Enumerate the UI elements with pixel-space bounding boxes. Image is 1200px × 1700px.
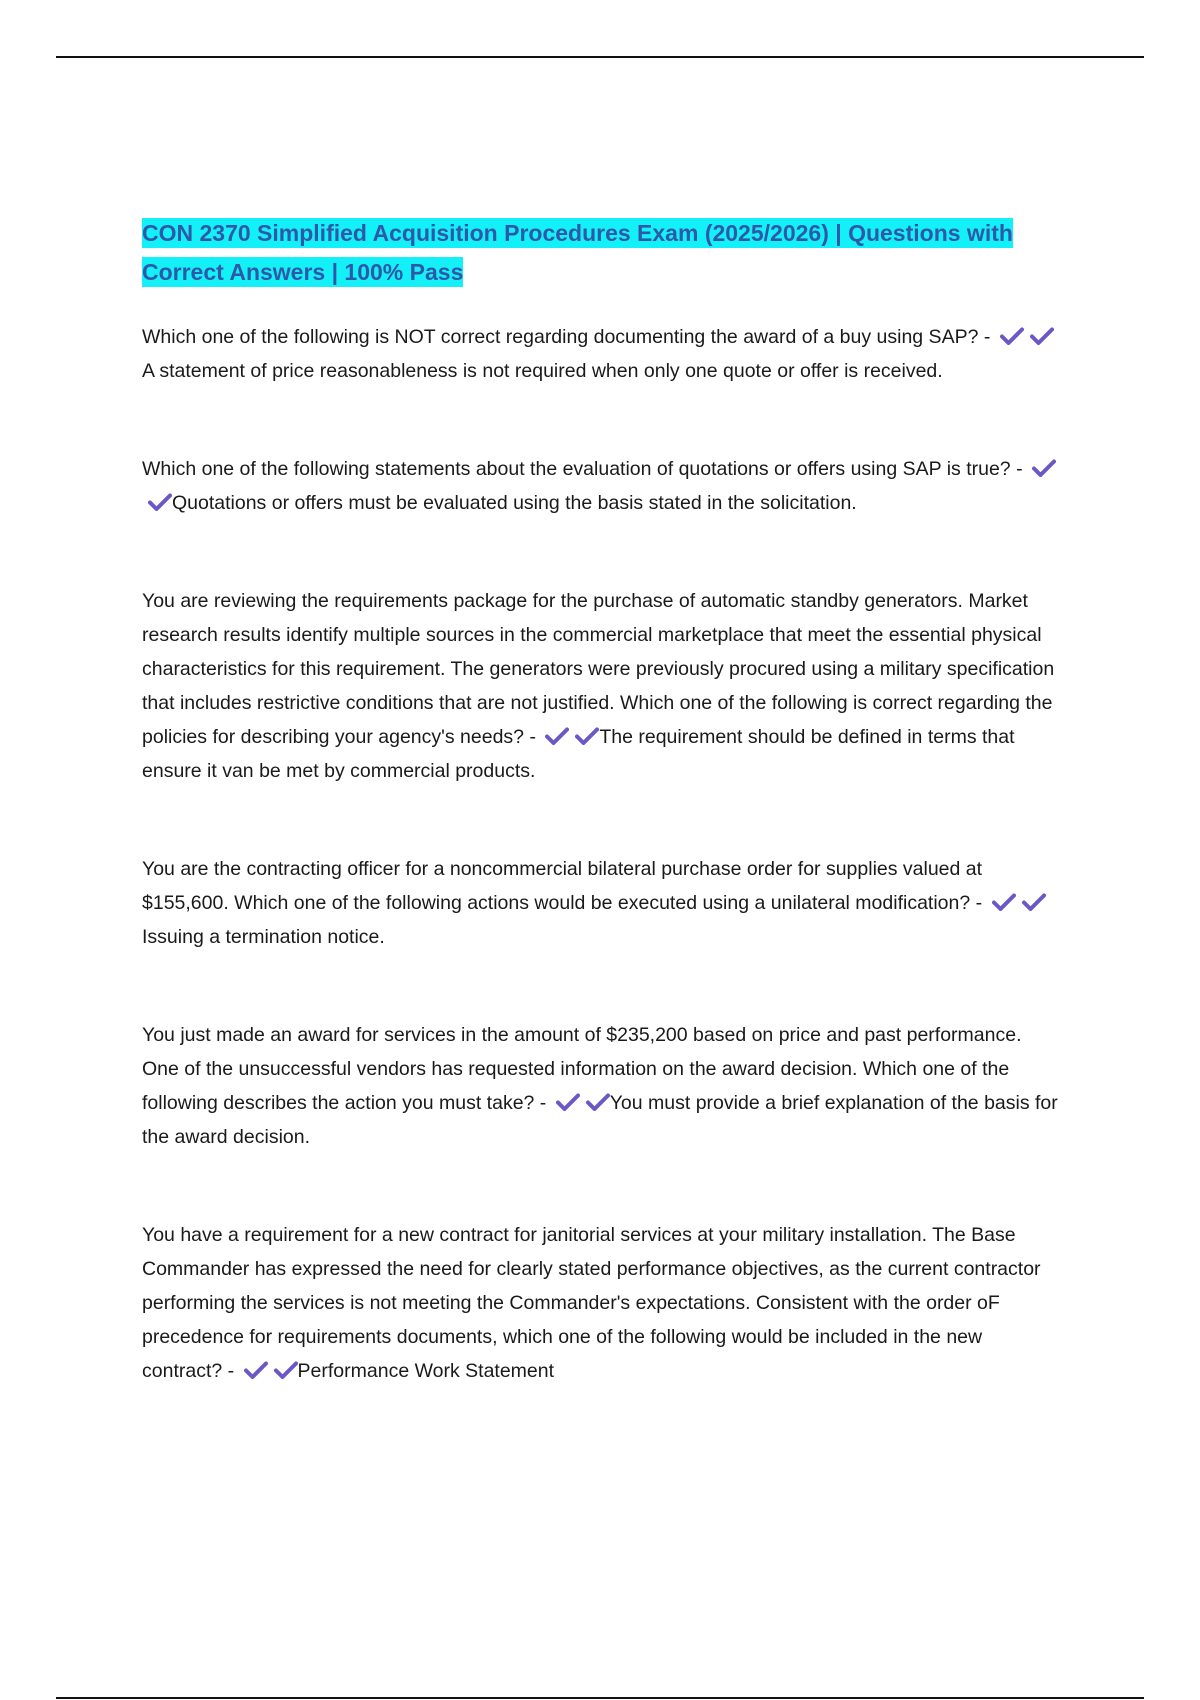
- footer-rule: [56, 1697, 1144, 1699]
- question-text: You are reviewing the requirements package for the purchase of automatic standby generators. Market research results identify multiple sources in the commercial marketplace that meet the essential physical characteristics for this requirement. The generators were previously procured using a military specification that includes restrictive conditions that are not justified. Which one of the following is correct regarding the policies for describing your agency's needs? -: [142, 590, 1055, 748]
- qa-item: [142, 852, 1062, 954]
- answer-text: Quotations or offers must be evaluated using the basis stated in the solicitation.: [172, 492, 857, 514]
- answer-text: A statement of price reasonableness is not required when only one quote or offer is received.: [142, 360, 943, 382]
- qa-item: [142, 584, 1062, 788]
- checkmark-icon: [1022, 893, 1046, 911]
- checkmark-icon: [556, 1093, 580, 1111]
- checkmark-icon: [1032, 459, 1056, 477]
- answer-text: The requirement should be defined in terms that ensure it van be met by commercial products.: [142, 726, 1015, 782]
- checkmark-icon: [1030, 327, 1054, 345]
- document-body: [142, 214, 1062, 1452]
- checkmark-icon: [575, 727, 599, 745]
- title-highlight: CON 2370 Simplified Acquisition Procedures Exam (2025/2026) | Questions with Correct Answers | 100% Pass: [142, 220, 1013, 285]
- qa-item: [142, 1218, 1062, 1388]
- document-title: [142, 214, 1062, 292]
- checkmark-icon: [992, 893, 1016, 911]
- checkmark-icon: [1000, 327, 1024, 345]
- answer-text: Performance Work Statement: [297, 1360, 555, 1382]
- checkmark-icon: [148, 493, 172, 511]
- answer-text: You must provide a brief explanation of the basis for the award decision.: [142, 1092, 1058, 1148]
- question-text: You are the contracting officer for a noncommercial bilateral purchase order for supplies valued at $155,600. Which one of the following actions would be executed using a unilateral modification? -: [142, 858, 983, 914]
- header-rule: [56, 56, 1144, 58]
- checkmark-icon: [244, 1361, 268, 1379]
- checkmark-icon: [545, 727, 569, 745]
- question-text: You just made an award for services in the amount of $235,200 based on price and past performance. One of the unsuccessful vendors has requested information on the award decision. Which one of the following describes the action you must take? -: [142, 1024, 1022, 1114]
- question-text: Which one of the following statements about the evaluation of quotations or offers using SAP is true? -: [142, 458, 1023, 480]
- qa-item: [142, 1018, 1062, 1154]
- qa-item: [142, 452, 1062, 520]
- checkmark-icon: [586, 1093, 610, 1111]
- question-text: Which one of the following is NOT correct regarding documenting the award of a buy using SAP? -: [142, 326, 991, 348]
- answer-text: Issuing a termination notice.: [142, 926, 385, 948]
- question-text: You have a requirement for a new contract for janitorial services at your military installation. The Base Commander has expressed the need for clearly stated performance objectives, as the current contractor performing the services is not meeting the Commander's expectations. Consistent with the order oF precedence for requirements documents, which one of the following would be included in the new contract? -: [142, 1224, 1041, 1382]
- qa-item: [142, 320, 1062, 388]
- checkmark-icon: [274, 1361, 298, 1379]
